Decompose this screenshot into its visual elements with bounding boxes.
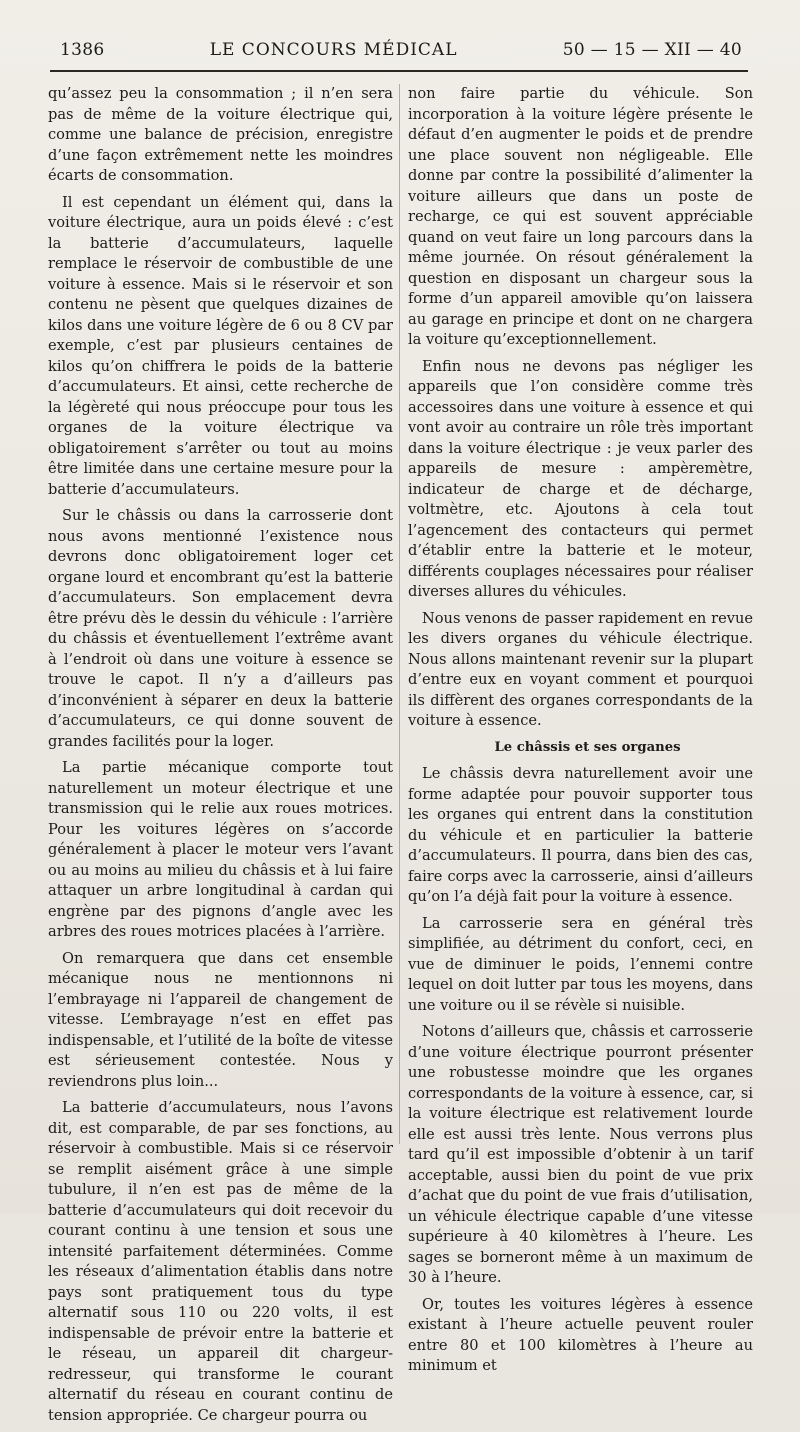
issue-reference: 50 — 15 — XII — 40 [562, 40, 742, 60]
paragraph: La carrosserie sera en général très simplifiée, au détriment du confort, ceci, en vue de diminuer le poids, l’ennemi contre lequel on doit lutter par tous les moyens, dans une voiture ou il se révèle si nuisible. [408, 914, 753, 1014]
paragraph: Sur le châssis ou dans la carrosserie dont nous avons mentionné l’existence nous devrons donc obligatoirement loger cet organe lourd et encombrant qu’est la batterie d’accumulateurs. Son emplacement devra être prévu dès le dessin du véhicule : l’arrière du châssis et éventuellement l’extrême avant à l’endroit où dans une voiture à essence se trouve le capot. Il n’y a d’ailleurs pas d’inconvénient à séparer en deux la batterie d’accumulateurs, ce qui donne souvent de grandes facilités pour la loger. [48, 507, 393, 750]
paragraph: La batterie d’accumulateurs, nous l’avons dit, est comparable, de par ses fonctions, au réservoir à combustible. Mais si ce réservoir se remplit aisément grâce à une simple tubulure, il n’en est pas de même de la batterie d’accumulateurs qui doit recevoir du courant continu à une tension et sous une intensité parfaitement déterminées. Comme les réseaux d’alimentation établis dans notre pays sont pratiquement tous du type alternatif sous 110 ou 220 volts, il est indispensable de prévoir entre la batterie et le réseau, un appareil dit chargeur-redresseur, qui transforme le courant alternatif du réseau en courant continu de tension appropriée. Ce chargeur pourra ou [48, 1099, 393, 1424]
paragraph: Nous venons de passer rapidement en revue les divers organes du véhicule électrique. Nous allons maintenant revenir sur la plupart d’entre eux en voyant comment et pourquoi ils diffèrent des organes correspondants de la voiture à essence. [408, 609, 753, 729]
left-column [48, 84, 393, 1432]
header-rule [50, 70, 748, 72]
right-column [408, 84, 753, 1383]
paragraph: On remarquera que dans cet ensemble mécanique nous ne mentionnons ni l’embrayage ni l’appareil de changement de vitesse. L’embrayage n’est en effet pas indispensable, et l’utilité de la boîte de vitesse est sérieusement contestée. Nous y reviendrons plus loin... [48, 949, 393, 1090]
journal-title: LE CONCOURS MÉDICAL [209, 40, 458, 60]
page-header [60, 40, 742, 68]
paragraph: qu’assez peu la consommation ; il n’en sera pas de même de la voiture électrique qui, comme une balance de précision, enregistre d’une façon extrêmement nette les moindres écarts de consommation. [48, 85, 393, 184]
paragraph: Enfin nous ne devons pas négliger les appareils que l’on considère comme très accessoires dans une voiture à essence et qui vont avoir au contraire un rôle très important dans la voiture électrique : je veux parler des appareils de mesure : ampèremètre, indicateur de charge et de décharge, voltmètre, etc. Ajoutons à cela tout l’agencement des contacteurs qui permet d’établir entre la batterie et le moteur, différents couplages nécessaires pour réaliser diverses allures du véhicules. [408, 357, 753, 600]
column-divider [399, 84, 400, 1144]
paragraph: Il est cependant un élément qui, dans la voiture électrique, aura un poids élevé : c’est la batterie d’accumulateurs, laquelle remplace le réservoir de combustible de une voiture à essence. Mais si le réservoir et son contenu ne pèsent que quelques dizaines de kilos dans une voiture légère de 6 ou 8 CV par exemple, c’est par plusieurs centaines de kilos qu’on chiffrera le poids de la batterie d’accumulateurs. Et ainsi, cette recherche de la légèreté qui nous préoccupe pour tous les organes de la voiture électrique va obligatoirement s’arrêter ou tout au moins être limitée dans une certaine mesure pour la batterie d’accumulateurs. [48, 193, 393, 498]
paragraph: La partie mécanique comporte tout naturellement un moteur électrique et une transmission qui le relie aux roues motrices. Pour les voitures légères on s’accorde généralement à placer le moteur vers l’avant ou au moins au milieu du châssis et à lui faire attaquer un arbre longitudinal à cardan qui engrène par des pignons d’angle avec les arbres des roues motrices placées à l’arrière. [48, 759, 393, 940]
page-number: 1386 [60, 40, 105, 60]
paragraph: Le châssis devra naturellement avoir une forme adaptée pour pouvoir supporter tous les organes qui entrent dans la constitution du véhicule et en particulier la batterie d’accumulateurs. Il pourra, dans bien des cas, faire corps avec la carrosserie, ainsi d’ailleurs qu’on l’a déjà fait pour la voiture à essence. [408, 765, 753, 905]
paragraph: Notons d’ailleurs que, châssis et carrosserie d’une voiture électrique pourront présenter une robustesse moindre que les organes correspondants de la voiture à essence, car, si la voiture électrique est relativement lourde elle est aussi très lente. Nous verrons plus tard qu’il est impossible d’obtenir à un tarif acceptable, aussi bien du point de vue prix d’achat que du point de vue frais d’utilisation, un véhicule électrique capable d’une vitesse supérieure à 40 kilomètres à l’heure. Les sages se borneront même à un maximum de 30 à l’heure. [408, 1023, 753, 1286]
paragraph: Or, toutes les voitures légères à essence existant à l’heure actuelle peuvent rouler entre 80 et 100 kilomètres à l’heure au minimum et [408, 1295, 753, 1374]
paragraph: non faire partie du véhicule. Son incorporation à la voiture légère présente le défaut d’en augmenter le poids et de prendre une place souvent non négligeable. Elle donne par contre la possibilité d’alimenter la voiture ailleurs que dans un poste de recharge, ce qui est souvent appréciable quand on veut faire un long parcours dans la même journée. On résout généralement la question en disposant un chargeur sous la forme d’un appareil amovible qu’on laissera au garage en principe et dont on ne chargera la voiture qu’exceptionnellement. [408, 85, 753, 348]
section-heading: Le châssis et ses organes [494, 739, 681, 755]
